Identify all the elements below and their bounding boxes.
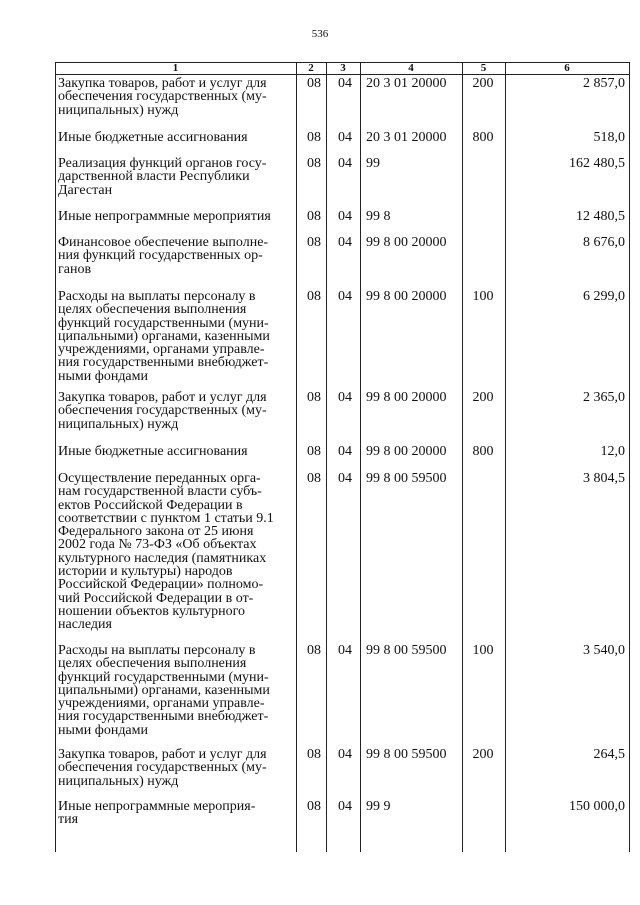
amount: 150 000,0 bbox=[569, 799, 625, 814]
column-divider bbox=[629, 62, 630, 852]
target-article-code: 20 3 01 20000 bbox=[366, 130, 447, 145]
section-code: 08 bbox=[307, 747, 321, 762]
subsection-code: 04 bbox=[338, 289, 352, 304]
row-description bbox=[58, 290, 290, 383]
section-code: 08 bbox=[307, 444, 321, 459]
description-line: Закупка товаров, работ и услуг для bbox=[58, 76, 267, 91]
row-description bbox=[58, 748, 290, 788]
section-code: 08 bbox=[307, 209, 321, 224]
amount: 518,0 bbox=[593, 130, 625, 145]
header-col-4: 4 bbox=[408, 62, 414, 74]
header-col-2: 2 bbox=[308, 62, 314, 74]
expense-type-code: 800 bbox=[472, 444, 494, 459]
amount: 12,0 bbox=[600, 444, 625, 459]
description-line: нам государственной власти субъ- bbox=[58, 484, 262, 500]
target-article-code: 99 9 bbox=[366, 799, 391, 814]
target-article-code: 99 8 bbox=[366, 209, 391, 224]
description-line: истории и культуры) народов bbox=[58, 564, 233, 580]
description-line: функций государственными (муни- bbox=[58, 315, 269, 331]
column-divider bbox=[55, 62, 56, 852]
description-line: ципальными) органами, казенными bbox=[58, 328, 270, 344]
description-line: обеспечения государственных (му- bbox=[58, 89, 267, 105]
description-line: Реализация функций органов госу- bbox=[58, 156, 267, 171]
row-description bbox=[58, 131, 290, 144]
expense-type-code: 200 bbox=[472, 390, 494, 405]
description-line: чий Российской Федерации в от- bbox=[58, 590, 254, 606]
row-description bbox=[58, 472, 290, 632]
row-description bbox=[58, 445, 290, 458]
section-code: 08 bbox=[307, 235, 321, 250]
subsection-code: 04 bbox=[338, 643, 352, 658]
amount: 264,5 bbox=[593, 747, 625, 762]
expense-type-code: 200 bbox=[472, 747, 494, 762]
description-line: Расходы на выплаты персоналу в bbox=[58, 289, 256, 304]
description-line: ния государственными внебюджет- bbox=[58, 355, 269, 371]
budget-table bbox=[55, 62, 630, 852]
description-line: ношении объектов культурного bbox=[58, 603, 245, 619]
expense-type-code: 800 bbox=[472, 130, 494, 145]
description-line: Закупка товаров, работ и услуг для bbox=[58, 390, 267, 405]
target-article-code: 99 bbox=[366, 156, 380, 171]
target-article-code: 99 8 00 20000 bbox=[366, 444, 447, 459]
column-divider bbox=[505, 62, 506, 852]
description-line: Финансовое обеспечение выполне- bbox=[58, 235, 269, 250]
description-line: учреждениями, органами управле- bbox=[58, 696, 265, 712]
description-line: ниципальных) нужд bbox=[58, 416, 179, 432]
target-article-code: 99 8 00 20000 bbox=[366, 289, 447, 304]
description-line: 2002 года № 73-ФЗ «Об объектах bbox=[58, 537, 257, 553]
row-description bbox=[58, 210, 290, 223]
subsection-code: 04 bbox=[338, 156, 352, 171]
header-col-5: 5 bbox=[480, 62, 487, 74]
target-article-code: 99 8 00 59500 bbox=[366, 643, 447, 658]
description-line: целях обеспечения выполнения bbox=[58, 656, 247, 672]
subsection-code: 04 bbox=[338, 390, 352, 405]
amount: 2 365,0 bbox=[583, 390, 625, 405]
section-code: 08 bbox=[307, 156, 321, 171]
description-line: Иные непрограммные мероприя- bbox=[58, 799, 256, 814]
description-line: Иные бюджетные ассигнования bbox=[58, 444, 248, 459]
description-line: ниципальных) нужд bbox=[58, 102, 179, 118]
subsection-code: 04 bbox=[338, 209, 352, 224]
amount: 12 480,5 bbox=[576, 209, 625, 224]
header-col-6: 6 bbox=[564, 62, 570, 74]
header-col-1: 1 bbox=[172, 62, 179, 74]
table-header bbox=[55, 62, 630, 75]
section-code: 08 bbox=[307, 799, 321, 814]
description-line: ными фондами bbox=[58, 722, 149, 738]
section-code: 08 bbox=[307, 289, 321, 304]
row-description bbox=[58, 157, 290, 197]
description-line: ния государственными внебюджет- bbox=[58, 709, 269, 725]
row-description bbox=[58, 391, 290, 431]
amount: 2 857,0 bbox=[583, 76, 625, 91]
description-line: Иные непрограммные мероприятия bbox=[58, 209, 271, 224]
amount: 8 676,0 bbox=[583, 235, 625, 250]
description-line: Дагестан bbox=[58, 182, 113, 198]
section-code: 08 bbox=[307, 643, 321, 658]
description-line: ния функций государственных ор- bbox=[58, 248, 263, 264]
description-line: ганов bbox=[58, 261, 92, 277]
description-line: дарственной власти Республики bbox=[58, 169, 250, 185]
description-line: учреждениями, органами управле- bbox=[58, 342, 265, 358]
subsection-code: 04 bbox=[338, 747, 352, 762]
description-line: тия bbox=[58, 812, 79, 828]
row-description bbox=[58, 644, 290, 737]
description-line: Российской Федерации» полномо- bbox=[58, 577, 264, 593]
description-line: ными фондами bbox=[58, 368, 149, 384]
amount: 6 299,0 bbox=[583, 289, 625, 304]
description-line: наследия bbox=[58, 617, 112, 633]
target-article-code: 99 8 00 59500 bbox=[366, 747, 447, 762]
row-description bbox=[58, 236, 290, 276]
header-col-3: 3 bbox=[340, 62, 346, 74]
target-article-code: 99 8 00 20000 bbox=[366, 235, 447, 250]
subsection-code: 04 bbox=[338, 471, 352, 486]
section-code: 08 bbox=[307, 390, 321, 405]
description-line: ектов Российской Федерации в bbox=[58, 497, 243, 513]
expense-type-code: 100 bbox=[472, 289, 494, 304]
description-line: Федерального закона от 25 июня bbox=[58, 524, 254, 540]
description-line: ципальными) органами, казенными bbox=[58, 682, 270, 698]
description-line: целях обеспечения выполнения bbox=[58, 302, 247, 318]
description-line: Иные бюджетные ассигнования bbox=[58, 130, 248, 145]
section-code: 08 bbox=[307, 130, 321, 145]
description-line: Расходы на выплаты персоналу в bbox=[58, 643, 256, 658]
section-code: 08 bbox=[307, 76, 321, 91]
section-code: 08 bbox=[307, 471, 321, 486]
row-description bbox=[58, 77, 290, 117]
expense-type-code: 100 bbox=[472, 643, 494, 658]
amount: 3 540,0 bbox=[583, 643, 625, 658]
description-line: обеспечения государственных (му- bbox=[58, 403, 267, 419]
amount: 3 804,5 bbox=[583, 471, 625, 486]
subsection-code: 04 bbox=[338, 76, 352, 91]
subsection-code: 04 bbox=[338, 799, 352, 814]
page-number: 536 bbox=[311, 28, 329, 40]
subsection-code: 04 bbox=[338, 130, 352, 145]
column-divider bbox=[296, 62, 297, 852]
description-line: Осуществление переданных орга- bbox=[58, 471, 261, 486]
description-line: Закупка товаров, работ и услуг для bbox=[58, 747, 267, 762]
amount: 162 480,5 bbox=[569, 156, 625, 171]
expense-type-code: 200 bbox=[472, 76, 494, 91]
target-article-code: 20 3 01 20000 bbox=[366, 76, 447, 91]
subsection-code: 04 bbox=[338, 444, 352, 459]
description-line: ниципальных) нужд bbox=[58, 773, 179, 789]
description-line: обеспечения государственных (му- bbox=[58, 760, 267, 776]
target-article-code: 99 8 00 20000 bbox=[366, 390, 447, 405]
subsection-code: 04 bbox=[338, 235, 352, 250]
description-line: культурного наследия (памятниках bbox=[58, 550, 267, 566]
target-article-code: 99 8 00 59500 bbox=[366, 471, 447, 486]
description-line: функций государственными (муни- bbox=[58, 669, 269, 685]
row-description bbox=[58, 800, 290, 827]
description-line: соответствии с пунктом 1 статьи 9.1 bbox=[58, 510, 274, 526]
